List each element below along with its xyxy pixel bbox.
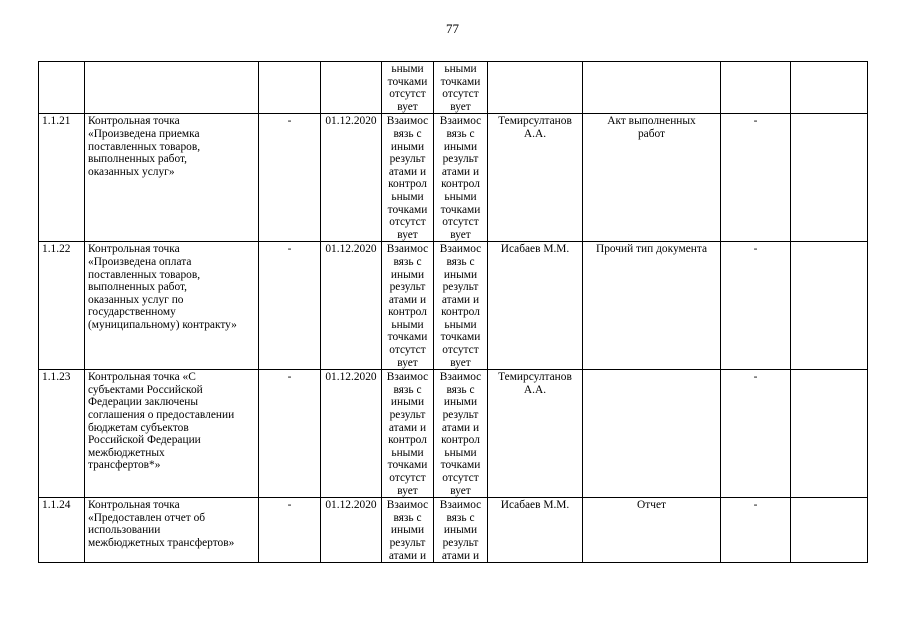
- date-cell: [321, 62, 382, 114]
- cell-line: атами и: [441, 421, 480, 434]
- cell-line: Взаимос: [386, 243, 429, 256]
- cell-line: вует: [397, 484, 418, 497]
- cell-line: точками: [440, 459, 481, 472]
- relation-cell: [382, 62, 434, 114]
- name-cell: [85, 242, 259, 370]
- dash-cell: [259, 242, 321, 370]
- dash-cell: [259, 370, 321, 498]
- cell-line: атами и: [388, 293, 427, 306]
- date-cell: [321, 114, 382, 242]
- cell-line: ьными: [391, 190, 424, 203]
- cell-line: результ: [389, 536, 426, 549]
- cell-line: «Предоставлен отчет об: [88, 511, 206, 524]
- cell-line: 01.12.2020: [325, 243, 377, 256]
- cell-line: вязь с: [446, 127, 475, 140]
- cell-line: результ: [389, 281, 426, 294]
- relation-cell: [382, 370, 434, 498]
- empty-cell: [791, 242, 868, 370]
- cell-line: Контрольная точка: [88, 115, 180, 128]
- cell-line: атами и: [441, 293, 480, 306]
- cell-line: 01.12.2020: [325, 371, 377, 384]
- cell-line: трансфертов*»: [88, 459, 161, 472]
- responsible-cell: [488, 242, 583, 370]
- cell-line: Взаимос: [386, 499, 429, 512]
- cell-line: точками: [387, 75, 428, 88]
- cell-line: Темирсултанов: [498, 371, 572, 384]
- relation-cell: [382, 114, 434, 242]
- dash-cell: [721, 62, 791, 114]
- cell-line: контрол: [441, 178, 480, 191]
- cell-line: иными: [390, 396, 425, 409]
- cell-line: ьными: [444, 318, 477, 331]
- cell-line: вует: [450, 100, 471, 113]
- name-cell: [85, 498, 259, 563]
- name-cell: [85, 114, 259, 242]
- cell-line: Темирсултанов: [498, 115, 572, 128]
- cell-line: вязь с: [393, 127, 422, 140]
- cell-line: иными: [443, 140, 478, 153]
- cell-line: иными: [443, 524, 478, 537]
- cell-line: иными: [390, 524, 425, 537]
- cell-line: Взаимос: [439, 499, 482, 512]
- cell-line: ьными: [444, 63, 477, 75]
- cell-line: контрол: [388, 434, 427, 447]
- cell-line: межбюджетных трансфертов»: [88, 536, 235, 549]
- cell-line: точками: [387, 331, 428, 344]
- cell-line: ьными: [444, 446, 477, 459]
- cell-line: результ: [442, 153, 479, 166]
- cell-line: -: [753, 371, 758, 384]
- document-type-cell: [583, 242, 721, 370]
- cell-line: 1.1.24: [42, 499, 71, 512]
- cell-line: «Произведена оплата: [88, 255, 192, 268]
- table-row: [39, 498, 868, 563]
- cell-line: Отчет: [637, 499, 666, 512]
- cell-line: вязь с: [393, 511, 422, 524]
- cell-line: Акт выполненных: [607, 115, 696, 128]
- cell-line: бюджетам субъектов: [88, 421, 189, 434]
- empty-cell: [791, 498, 868, 563]
- table-row-continuation: [39, 62, 868, 114]
- cell-line: иными: [390, 140, 425, 153]
- responsible-cell: [488, 370, 583, 498]
- cell-line: Российской Федерации: [88, 434, 201, 447]
- cell-line: контрол: [388, 178, 427, 191]
- cell-line: (муниципальному) контракту»: [88, 318, 237, 331]
- relation-cell: [434, 370, 488, 498]
- cell-line: Исабаев М.М.: [500, 499, 570, 512]
- cell-line: 01.12.2020: [325, 115, 377, 128]
- table-row: [39, 114, 868, 242]
- control-points-table: [38, 61, 868, 563]
- cell-line: Взаимос: [439, 371, 482, 384]
- cell-line: -: [753, 115, 758, 128]
- cell-line: -: [753, 243, 758, 256]
- relation-cell: [434, 242, 488, 370]
- row-number-cell: [39, 498, 85, 563]
- name-cell: [85, 370, 259, 498]
- date-cell: [321, 242, 382, 370]
- row-number-cell: [39, 62, 85, 114]
- cell-line: контрол: [441, 306, 480, 319]
- relation-cell: [382, 498, 434, 563]
- page-number: 77: [446, 21, 459, 36]
- responsible-cell: [488, 62, 583, 114]
- cell-line: вует: [450, 228, 471, 241]
- cell-line: 1.1.23: [42, 371, 71, 384]
- empty-cell: [791, 370, 868, 498]
- cell-line: атами и: [441, 549, 480, 562]
- cell-line: результ: [389, 153, 426, 166]
- cell-line: контрол: [441, 434, 480, 447]
- cell-line: вует: [450, 484, 471, 497]
- relation-cell: [434, 498, 488, 563]
- document-type-cell: [583, 370, 721, 498]
- cell-line: результ: [442, 281, 479, 294]
- cell-line: Взаимос: [439, 115, 482, 128]
- cell-line: результ: [442, 409, 479, 422]
- cell-line: отсутст: [442, 88, 479, 101]
- cell-line: -: [753, 499, 758, 512]
- cell-line: -: [287, 499, 292, 512]
- cell-line: вязь с: [446, 383, 475, 396]
- cell-line: соглашения о предоставлении: [88, 409, 235, 422]
- empty-cell: [791, 114, 868, 242]
- cell-line: государственному: [88, 306, 176, 319]
- cell-line: иными: [443, 396, 478, 409]
- cell-line: Взаимос: [439, 243, 482, 256]
- dash-cell: [259, 114, 321, 242]
- cell-line: иными: [390, 268, 425, 281]
- table-row: [39, 370, 868, 498]
- cell-line: выполненных работ,: [88, 281, 187, 294]
- cell-line: -: [287, 243, 292, 256]
- relation-cell: [382, 242, 434, 370]
- cell-line: атами и: [388, 165, 427, 178]
- cell-line: поставленных товаров,: [88, 140, 201, 153]
- cell-line: атами и: [388, 421, 427, 434]
- table-row: [39, 242, 868, 370]
- cell-line: 1.1.22: [42, 243, 71, 256]
- cell-line: точками: [387, 459, 428, 472]
- cell-line: Взаимос: [386, 115, 429, 128]
- cell-line: межбюджетных: [88, 446, 165, 459]
- dash-cell: [721, 370, 791, 498]
- cell-line: Исабаев М.М.: [500, 243, 570, 256]
- cell-line: иными: [443, 268, 478, 281]
- responsible-cell: [488, 498, 583, 563]
- cell-line: вязь с: [446, 255, 475, 268]
- data-rows: [39, 114, 868, 563]
- cell-line: «Произведена приемка: [88, 127, 200, 140]
- document-type-cell: [583, 62, 721, 114]
- cell-line: 01.12.2020: [325, 499, 377, 512]
- dash-cell: [259, 62, 321, 114]
- cell-line: вует: [397, 100, 418, 113]
- cell-line: Контрольная точка «С: [88, 371, 196, 384]
- cell-line: А.А.: [523, 383, 547, 396]
- cell-line: ьными: [391, 318, 424, 331]
- cell-line: -: [287, 115, 292, 128]
- cell-line: атами и: [441, 165, 480, 178]
- dash-cell: [721, 114, 791, 242]
- date-cell: [321, 370, 382, 498]
- cell-line: отсутст: [389, 472, 426, 484]
- dash-cell: [259, 498, 321, 563]
- document-type-cell: [583, 498, 721, 563]
- cell-line: Прочий тип документа: [595, 243, 708, 256]
- cell-line: отсутст: [442, 216, 479, 229]
- date-cell: [321, 498, 382, 563]
- responsible-cell: [488, 114, 583, 242]
- name-cell: [85, 62, 259, 114]
- cell-line: поставленных товаров,: [88, 268, 201, 281]
- cell-line: результ: [389, 409, 426, 422]
- dash-cell: [721, 498, 791, 563]
- cell-line: атами и: [388, 549, 427, 562]
- cell-line: оказанных услуг»: [88, 165, 175, 178]
- row-number-cell: [39, 370, 85, 498]
- cell-line: А.А.: [523, 127, 547, 140]
- dash-cell: [721, 242, 791, 370]
- cell-line: результ: [442, 536, 479, 549]
- row-number-cell: [39, 114, 85, 242]
- cell-line: вует: [450, 356, 471, 369]
- cell-line: -: [287, 371, 292, 384]
- cell-line: субъектами Российской: [88, 383, 203, 396]
- cell-line: контрол: [388, 306, 427, 319]
- cell-line: 1.1.21: [42, 115, 71, 128]
- cell-line: Федерации заключены: [88, 396, 199, 409]
- relation-cell: [434, 114, 488, 242]
- cell-line: Контрольная точка: [88, 499, 180, 512]
- cell-line: вязь с: [446, 511, 475, 524]
- cell-line: отсутст: [389, 216, 426, 229]
- cell-line: оказанных услуг по: [88, 293, 184, 306]
- cell-line: вязь с: [393, 383, 422, 396]
- row-number-cell: [39, 242, 85, 370]
- cell-line: работ: [637, 127, 666, 140]
- cell-line: отсутст: [442, 472, 479, 484]
- cell-line: точками: [387, 203, 428, 216]
- cell-line: вует: [397, 356, 418, 369]
- cell-line: Контрольная точка: [88, 243, 180, 256]
- cell-line: ьными: [391, 446, 424, 459]
- cell-line: выполненных работ,: [88, 153, 187, 166]
- cell-line: Взаимос: [386, 371, 429, 384]
- cell-line: точками: [440, 203, 481, 216]
- cell-line: вязь с: [393, 255, 422, 268]
- cell-line: ьными: [444, 190, 477, 203]
- cell-line: отсутст: [389, 344, 426, 357]
- cell-line: использовании: [88, 524, 161, 537]
- cell-line: отсутст: [389, 88, 426, 101]
- cell-line: отсутст: [442, 344, 479, 357]
- document-type-cell: [583, 114, 721, 242]
- cell-line: точками: [440, 75, 481, 88]
- relation-cell: [434, 62, 488, 114]
- cell-line: вует: [397, 228, 418, 241]
- empty-cell: [791, 62, 868, 114]
- cell-line: точками: [440, 331, 481, 344]
- cell-line: ьными: [391, 63, 424, 75]
